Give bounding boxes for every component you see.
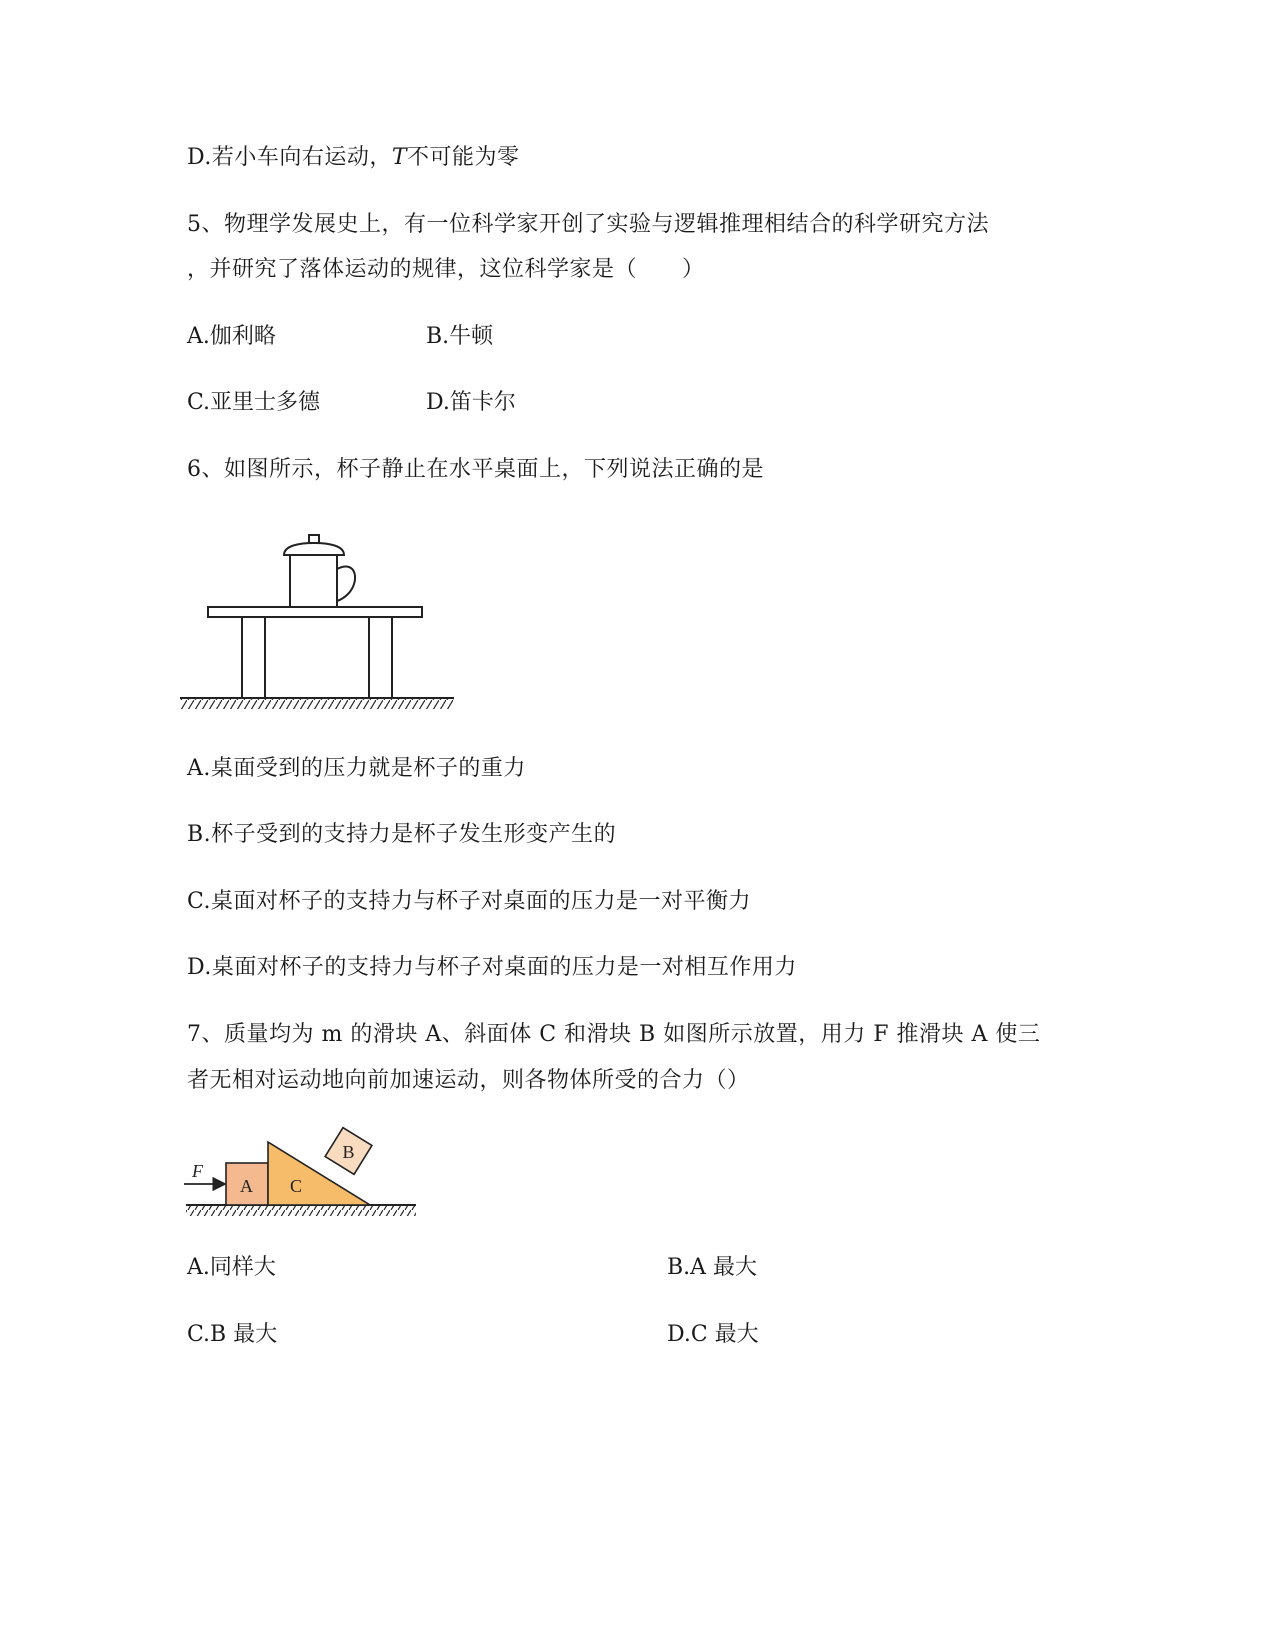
q4-option-d-suffix: 不可能为零 [407,145,520,170]
q6-figure-cup-on-table [180,530,470,725]
q7-option-d: D.C 最大 [667,1322,759,1347]
q5-option-b: B.牛顿 [426,324,494,349]
q5-option-a: A.伽利略 [187,324,276,349]
q7-stem-line-2: 者无相对运动地向前加速运动，则各物体所受的合力（） [187,1068,750,1093]
q7-block-b [325,1128,372,1175]
q6-ground [180,698,454,709]
q6-stem: 6、如图所示，杯子静止在水平桌面上，下列说法正确的是 [187,457,764,482]
q6-table [208,607,422,698]
q6-cup-icon [284,535,355,607]
q7-force-label: F [192,1161,203,1181]
q6-option-d: D.桌面对杯子的支持力与杯子对桌面的压力是一对相互作用力 [187,955,797,980]
q7-block-b-label: B [342,1141,355,1162]
q7-ground [186,1205,416,1216]
q4-option-d-variable: T [391,145,408,170]
q4-option-d [187,143,520,173]
q6-option-a: A.桌面受到的压力就是杯子的重力 [187,756,526,781]
q5-option-d: D.笛卡尔 [426,390,516,415]
q5-stem-line-1: 5、物理学发展史上，有一位科学家开创了实验与逻辑推理相结合的科学研究方法 [187,212,989,237]
q7-option-b: B.A 最大 [667,1255,758,1280]
q4-option-d-prefix: D.若小车向右运动， [187,145,392,170]
q6-option-c: C.桌面对杯子的支持力与杯子对桌面的压力是一对平衡力 [187,889,752,914]
q6-option-b: B.杯子受到的支持力是杯子发生形变产生的 [187,822,617,847]
q5-option-c: C.亚里士多德 [187,390,321,415]
q7-option-a: A.同样大 [187,1255,276,1280]
q7-figure-blocks-on-wedge [180,1130,430,1230]
q5-stem-line-2: ，并研究了落体运动的规律，这位科学家是（ ） [187,257,705,282]
q7-option-c: C.B 最大 [187,1322,278,1347]
q7-block-a-label: A [240,1176,253,1196]
q7-force-arrow [184,1161,225,1184]
q7-wedge-c-label: C [290,1176,303,1196]
q7-stem-line-1: 7、质量均为 m 的滑块 A、斜面体 C 和滑块 B 如图所示放置，用力 F 推滑块 A 使三 [187,1022,1041,1047]
q7-block-a [226,1163,268,1205]
